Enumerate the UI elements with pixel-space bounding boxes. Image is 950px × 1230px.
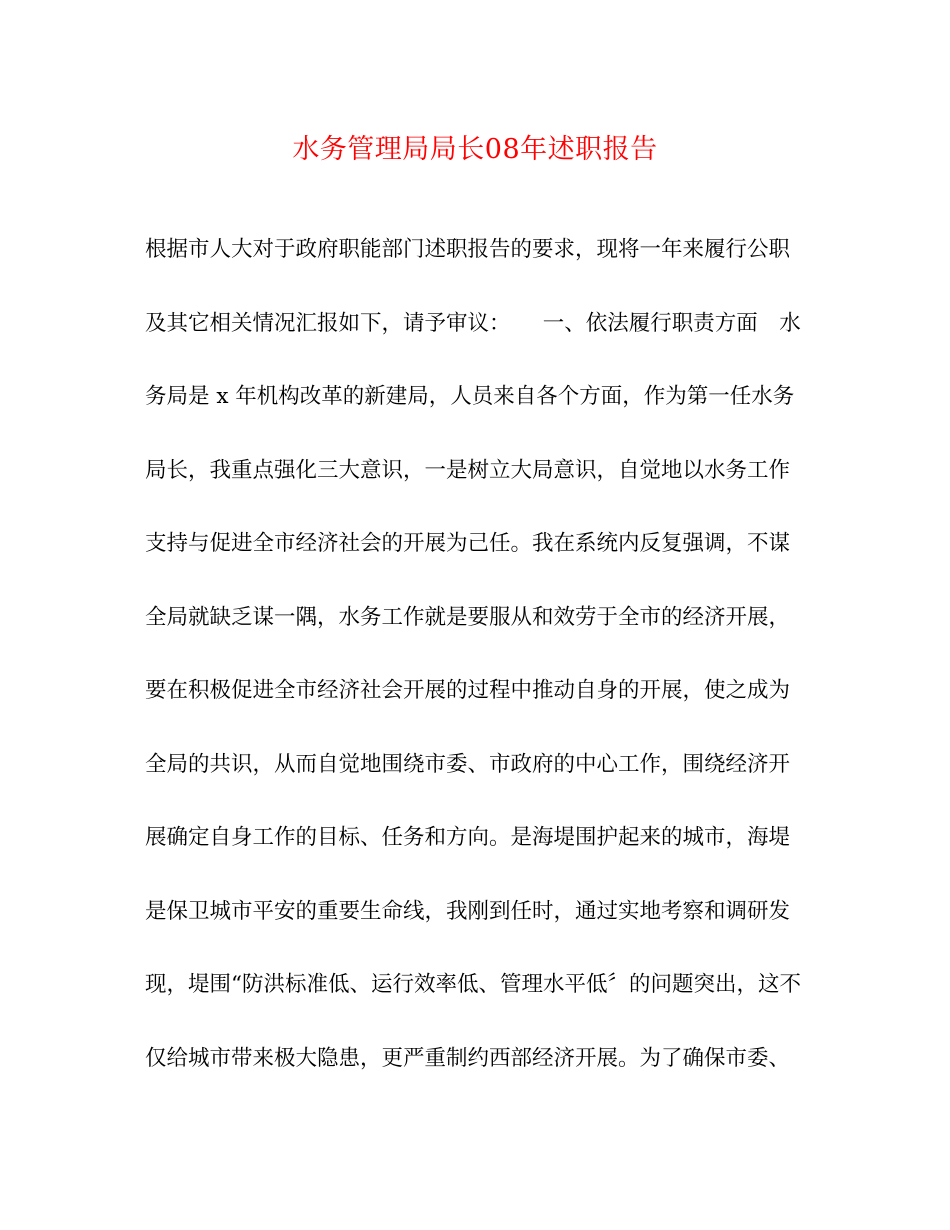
body-line: 支持与促进全市经济社会的开展为己任。我在系统内反复强调，不谋 — [145, 531, 791, 556]
body-line: 务局是 x 年机构改革的新建局，人员来自各个方面，作为第一任水务 — [145, 384, 795, 409]
body-line: 全局就缺乏谋一隅，水务工作就是要服从和效劳于全市的经济开展， — [145, 604, 791, 630]
body-line: 及其它相关情况汇报如下，请予审议： 一、依法履行职责方面 水 — [145, 310, 801, 336]
body-line: 展确定自身工作的目标、任务和方向。是海堤围护起来的城市，海堤 — [145, 825, 791, 850]
body-line: 全局的共识，从而自觉地围绕市委、市政府的中心工作，围绕经济开 — [145, 751, 791, 777]
body-line: 要在积极促进全市经济社会开展的过程中推动自身的开展，使之成为 — [145, 678, 791, 703]
body-line: 是保卫城市平安的重要生命线，我刚到任时，通过实地考察和调研发 — [145, 898, 791, 924]
body-line: 仅给城市带来极大隐患，更严重制约西部经济开展。为了确保市委、 — [145, 1045, 791, 1071]
body-line: 根据市人大对于政府职能部门述职报告的要求，现将一年来履行公职 — [145, 237, 791, 262]
body-line: 现，堤围“防洪标准低、运行效率低、管理水平低〞的问题突出，这不 — [145, 972, 801, 997]
document-title: 水务管理局局长08年述职报告 — [292, 134, 658, 165]
body-line: 局长，我重点强化三大意识，一是树立大局意识，自觉地以水务工作 — [145, 457, 791, 483]
document-body — [145, 230, 825, 1112]
